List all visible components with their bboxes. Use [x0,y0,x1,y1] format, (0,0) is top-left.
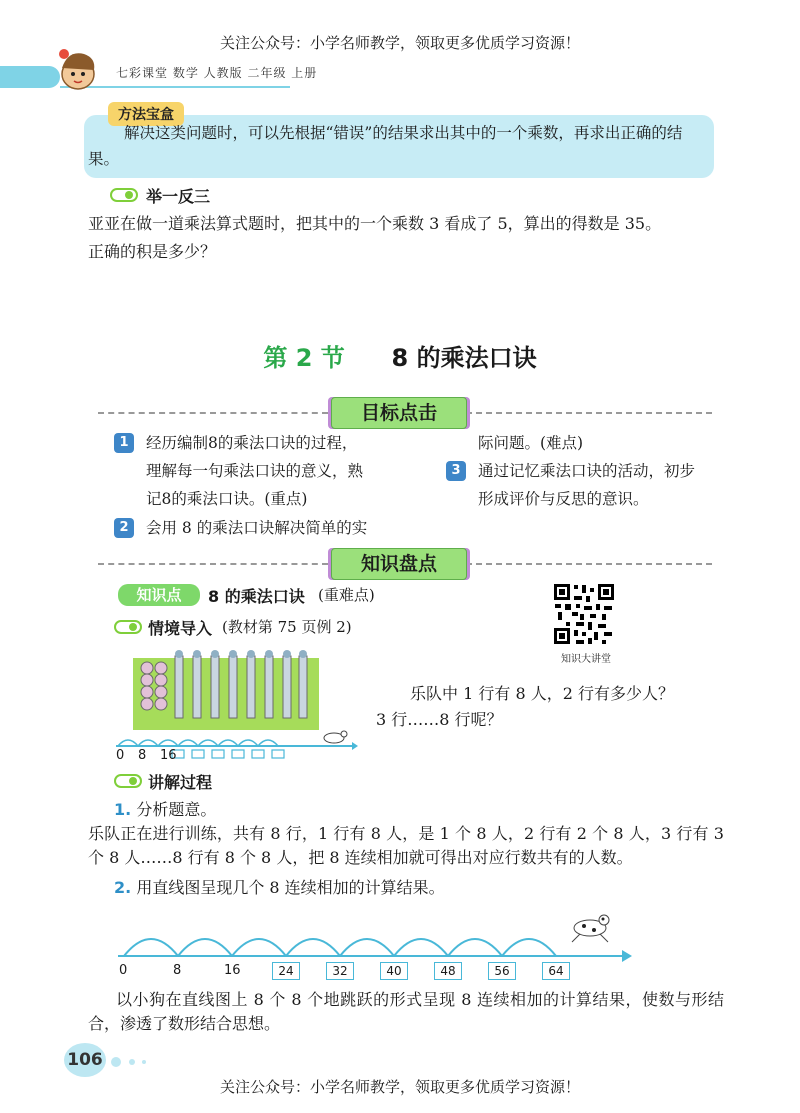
pill-bullet-icon [114,620,142,634]
section-title [0,338,800,373]
line-label-0: 0 [119,963,128,978]
divider [466,412,712,414]
goals-banner: 目标点击 [331,397,467,429]
step-1 [114,798,216,822]
small-line-label-16: 16 [160,748,177,763]
step-2-number: 2. [114,878,132,897]
goal-badge-3: 3 [446,461,466,481]
small-line-label-0: 0 [116,748,125,763]
divider [466,563,712,565]
pill-bullet-icon [114,774,142,788]
section-label: 第 2 节 [263,344,345,372]
intro-heading: 情境导入 [148,619,213,638]
method-text: 解决这类问题时，可以先根据“错误”的结果求出其中的一个乘数，再求出正确的结果。 [88,124,683,168]
bottom-promo-note: 关注公众号：小学名师教学，领取更多优质学习资源！ [219,1078,580,1096]
knowledge-title: 8 的乘法口诀 [208,587,305,606]
book-header: 七彩课堂 数学 人教版 二年级 上册 [116,66,318,80]
example-line-2: 正确的积是多少？ [88,242,217,261]
goal-2-line-1: 会用 8 的乘法口诀解决简单的实 [146,519,368,537]
conclusion-text: 以小狗在直线图上 8 个 8 个地跳跃的形式呈现 8 连续相加的计算结果，使数与形结合，渗透了数形结合思想。 [88,990,724,1033]
step-1-number: 1. [114,800,132,819]
example-heading: 举一反三 [146,187,211,206]
line-box-64: 64 [542,962,570,980]
step-1-text: 乐队正在进行训练，共有 8 行，1 行有 8 人，是 1 个 8 人，2 行有 2 个 8 人，3 行有 3 个 8 人……8 行有 8 个 8 人，把 8 连续相加就可得出对应行数共有的人数。 [88,824,724,867]
line-box-32: 32 [326,962,354,980]
step-2 [114,876,445,900]
question-line-1: 乐队中 1 行有 8 人，2 行有多少人？ [410,684,674,703]
method-tag: 方法宝盒 [108,102,184,126]
line-box-24: 24 [272,962,300,980]
process-heading: 讲解过程 [148,773,213,792]
page-number: 106 [64,1043,106,1077]
example-line-1: 亚亚在做一道乘法算式题时，把其中的一个乘数 3 看成了 5，算出的得数是 35。 [88,214,662,233]
small-line-label-8: 8 [138,748,147,763]
question-line-2: 3 行……8 行呢？ [376,710,503,729]
step-2-title: 用直线图呈现几个 8 连续相加的计算结果。 [136,878,445,897]
step-1-title: 分析题意。 [136,800,217,819]
knowledge-title-note: (重难点) [318,586,375,604]
goal-1-line-2: 理解每一句乘法口诀的意义，熟 [146,462,364,480]
goal-badge-1: 1 [114,433,134,453]
intro-note: (教材第 75 页例 2) [222,618,352,636]
section-name: 8 的乘法口诀 [391,344,537,372]
goal-2-line-2: 际问题。(难点) [478,434,584,452]
qr-code-icon[interactable] [552,582,616,646]
mascot-icon [50,44,106,92]
divider [98,412,328,414]
small-number-line [112,730,358,760]
goal-3-line-2: 形成评价与反思的意识。 [478,490,649,508]
band-illustration [133,648,319,730]
knowledge-tag: 知识点 [118,584,200,606]
dots-decoration [108,1056,158,1068]
goal-badge-2: 2 [114,518,134,538]
qr-caption: 知识大讲堂 [561,654,611,665]
line-box-48: 48 [434,962,462,980]
goal-1-line-1: 经历编制8的乘法口诀的过程， [146,434,358,452]
line-box-56: 56 [488,962,516,980]
goal-3-line-1: 通过记忆乘法口诀的活动，初步 [478,462,696,480]
top-promo-note: 关注公众号：小学名师教学，领取更多优质学习资源！ [219,34,580,52]
number-line [114,912,634,964]
knowledge-banner: 知识盘点 [331,548,467,580]
pill-bullet-icon [110,188,138,202]
line-label-8: 8 [173,963,182,978]
goal-1-line-3: 记8的乘法口诀。(重点) [146,490,308,508]
divider [98,563,328,565]
line-label-16: 16 [224,963,241,978]
line-box-40: 40 [380,962,408,980]
